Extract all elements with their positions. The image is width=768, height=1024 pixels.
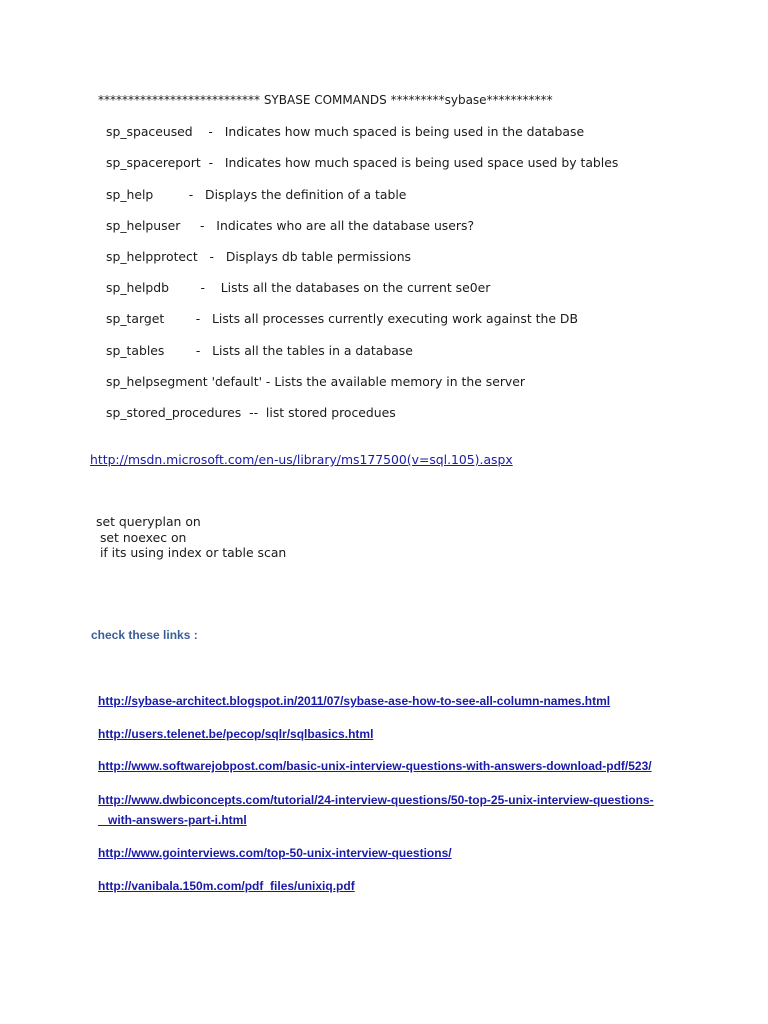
document-title: *************************** SYBASE COMMANDS *********sybase*********** [98,93,553,107]
links-heading: check these links : [91,628,198,642]
command-sp-spacereport: sp_spacereport - Indicates how much spaced is being used space used by tables [106,155,619,170]
msdn-link[interactable]: http://msdn.microsoft.com/en-us/library/ms177500(v=sql.105).aspx [90,452,513,467]
link-telenet-sqlbasics[interactable]: http://users.telenet.be/pecop/sqlr/sqlbasics.html [98,727,374,741]
query-note-line: set noexec on [96,530,187,545]
command-sp-helpsegment: sp_helpsegment 'default' - Lists the available memory in the server [106,374,525,389]
link-softwarejobpost[interactable]: http://www.softwarejobpost.com/basic-unix-interview-questions-with-answers-download-pdf/523/ [98,759,652,773]
link-sybase-architect[interactable]: http://sybase-architect.blogspot.in/2011/07/sybase-ase-how-to-see-all-column-names.html [98,694,611,708]
link-vanibala-pdf[interactable]: http://vanibala.150m.com/pdf_files/unixiq.pdf [98,879,355,893]
link-dwbiconcepts-continued[interactable]: with-answers-part-i.html [98,813,247,827]
query-note-line: set queryplan on [96,514,201,529]
command-sp-helpdb: sp_helpdb - Lists all the databases on the current se0er [106,280,491,295]
command-sp-target: sp_target - Lists all processes currently executing work against the DB [106,311,578,326]
command-sp-stored-procedures: sp_stored_procedures -- list stored procedues [106,405,396,420]
query-note-line: if its using index or table scan [96,545,287,560]
command-sp-helpprotect: sp_helpprotect - Displays db table permissions [106,249,411,264]
command-sp-spaceused: sp_spaceused - Indicates how much spaced is being used in the database [106,124,585,139]
command-sp-tables: sp_tables - Lists all the tables in a database [106,343,413,358]
link-gointerviews[interactable]: http://www.gointerviews.com/top-50-unix-interview-questions/ [98,846,452,860]
link-dwbiconcepts[interactable]: http://www.dwbiconcepts.com/tutorial/24-interview-questions/50-top-25-unix-interview-questions- [98,793,654,807]
command-sp-help: sp_help - Displays the definition of a table [106,187,407,202]
command-sp-helpuser: sp_helpuser - Indicates who are all the database users? [106,218,475,233]
